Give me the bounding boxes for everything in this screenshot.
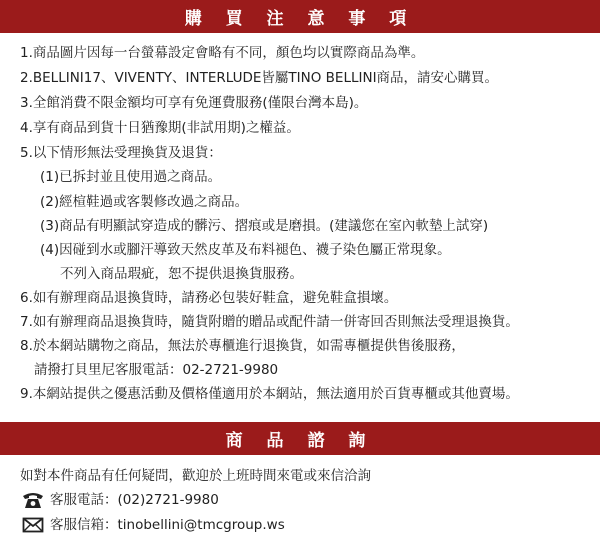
- notice-line-5: 5.以下情形無法受理換貨及退貨：: [20, 145, 222, 161]
- notice-line-8-continued: 請撥打貝里尼客服電話：02-2721-9980: [34, 362, 279, 378]
- notice-subitem-3: (3)商品有明顯試穿造成的髒污、摺痕或是磨損。(建議您在室內軟墊上試穿): [40, 218, 489, 234]
- phone-text: 客服電話：(02)2721-9980: [50, 492, 219, 508]
- notice-subitem-4-continued: 不列入商品瑕疵，恕不提供退換貨服務。: [60, 266, 303, 282]
- notice-line-4: 4.享有商品到貨十日猶豫期(非試用期)之權益。: [20, 120, 300, 136]
- notice-subitem-2: (2)經楦鞋過或客製修改過之商品。: [40, 194, 249, 210]
- notice-line-2: 2.BELLINI17、VIVENTY、INTERLUDE皆屬TINO BELLINI商品，請安心購買。: [20, 70, 499, 86]
- inquiry-title: 商 品 諮 詢: [225, 431, 375, 451]
- purchase-notice-banner: [0, 0, 600, 33]
- notice-subitem-1: (1)已拆封並且使用過之商品。: [40, 169, 222, 185]
- inquiry-intro: 如對本件商品有任何疑問，歡迎於上班時間來電或來信洽詢: [20, 468, 371, 484]
- telephone-icon: [22, 491, 44, 509]
- notice-line-9: 9.本網站提供之優惠活動及價格僅適用於本網站，無法適用於百貨專櫃或其他賣場。: [20, 386, 519, 402]
- notice-line-7: 7.如有辦理商品退換貨時，隨貨附贈的贈品或配件請一併寄回否則無法受理退換貨。: [20, 314, 519, 330]
- envelope-icon: [22, 516, 44, 534]
- inquiry-banner: [0, 422, 600, 455]
- email-text: 客服信箱：tinobellini@tmcgroup.ws: [50, 517, 285, 533]
- notice-subitem-4: (4)因碰到水或腳汗導致天然皮革及布料褪色、襪子染色屬正常現象。: [40, 242, 451, 258]
- notice-line-8: 8.於本網站購物之商品，無法於專櫃進行退換貨，如需專櫃提供售後服務，: [20, 338, 465, 354]
- notice-line-6: 6.如有辦理商品退換貨時，請務必包裝好鞋盒，避免鞋盒損壞。: [20, 290, 398, 306]
- phone-contact: [22, 491, 219, 509]
- email-contact: [22, 516, 285, 534]
- notice-line-3: 3.全館消費不限金額均可享有免運費服務(僅限台灣本島)。: [20, 95, 368, 111]
- purchase-notice-title: 購 買 注 意 事 項: [184, 9, 416, 29]
- notice-line-1: 1.商品圖片因每一台螢幕設定會略有不同，顏色均以實際商品為準。: [20, 45, 425, 61]
